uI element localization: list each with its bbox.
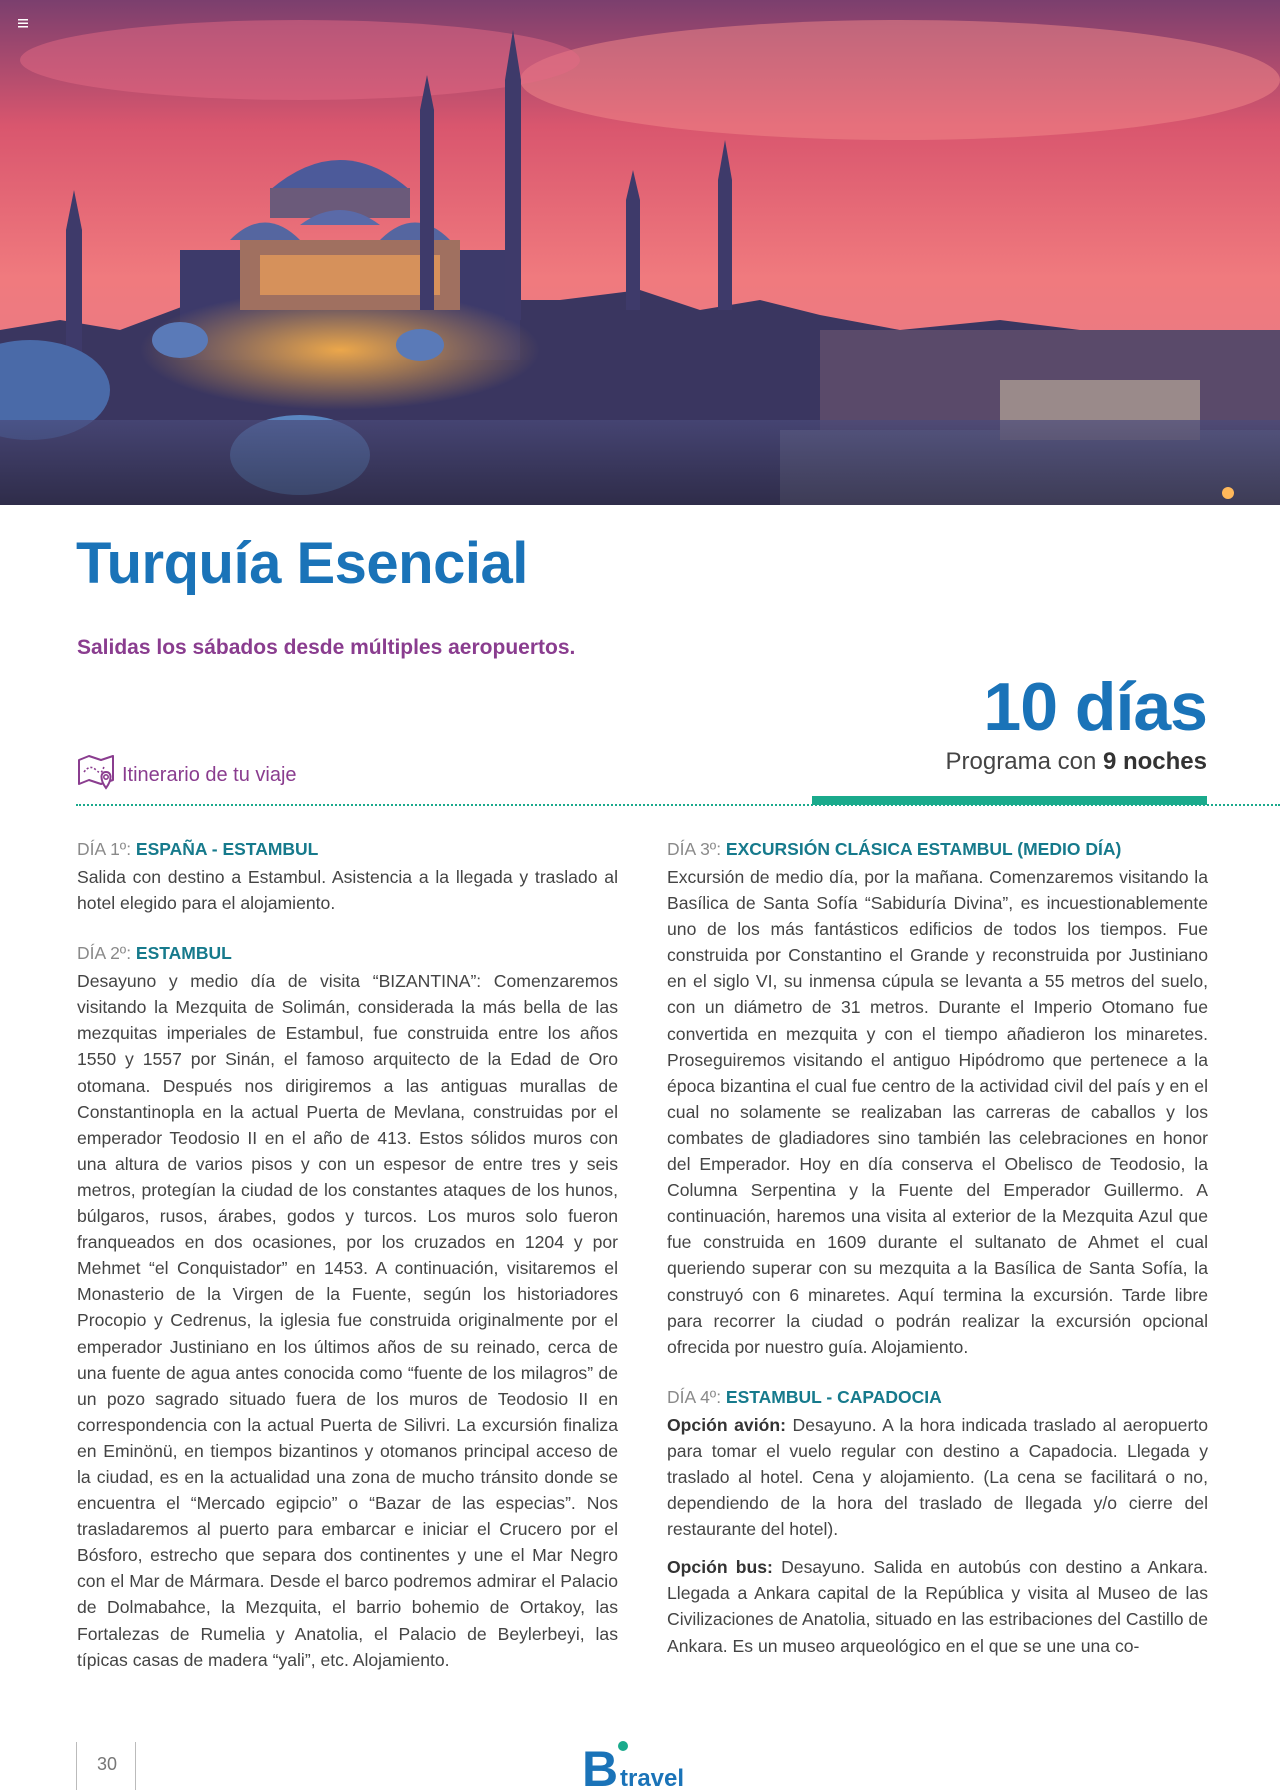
day-4-option-bus xyxy=(667,1554,1208,1658)
option-plane-label: Opción avión: xyxy=(667,1414,786,1435)
hero-image xyxy=(0,0,1280,505)
trip-duration-days: 10 días xyxy=(983,669,1207,745)
footer-divider-right xyxy=(135,1742,136,1790)
day-1 xyxy=(77,836,618,916)
svg-text:B: B xyxy=(582,1741,619,1790)
day-3-heading xyxy=(667,836,1208,862)
day-4-title: ESTAMBUL - CAPADOCIA xyxy=(725,1386,942,1407)
logo-text: travel xyxy=(620,1765,685,1790)
departures-subtitle: Salidas los sábados desde múltiples aeropuertos. xyxy=(77,636,576,659)
day-1-text: Salida con destino a Estambul. Asistencia a la llegada y traslado al hotel elegido para el alojamiento. xyxy=(77,867,618,914)
day-4 xyxy=(667,1384,1208,1659)
menu-icon[interactable] xyxy=(18,18,30,28)
day-2 xyxy=(77,940,618,1673)
program-nights xyxy=(946,748,1207,776)
day-4-option-plane xyxy=(667,1412,1208,1542)
map-pin-icon xyxy=(76,750,118,792)
itinerary-label: Itinerario de tu viaje xyxy=(122,763,297,786)
left-column xyxy=(77,836,618,1697)
day-2-title: ESTAMBUL xyxy=(135,943,232,964)
footer-divider-left xyxy=(76,1742,77,1790)
day-2-label: DÍA 2º: xyxy=(77,943,136,964)
day-3-title: EXCURSIÓN CLÁSICA ESTAMBUL (MEDIO DÍA) xyxy=(725,839,1122,859)
day-1-label: DÍA 1º: xyxy=(77,839,136,859)
day-1-title: ESPAÑA - ESTAMBUL xyxy=(135,839,319,859)
b-travel-logo[interactable] xyxy=(582,1738,702,1790)
day-2-heading xyxy=(77,940,618,966)
day-3-text: Excursión de medio día, por la mañana. Comenzaremos visitando la Basílica de Santa Sofía “Sabiduría Divina”, es incuestionablemente uno de los más fantásticos edificios de todos los tiempos. Fue construida por Constantino el Grande y reconstruida por Justiniano en el siglo VI, su inmensa cúpula se levanta a 55 metros del suelo, con un diámetro de 31 metros. Durante el Imperio Otomano fue convertida en mezquita y con el tiempo añadieron los minaretes. Proseguiremos visitando el antiguo Hipódromo que pertenece a la época bizantina el cual fue centro de la actividad civil del país y en el cual no solamente se realizaban las carreras de caballos y los combates de gladiadores sino también las celebraciones en honor del Emperador. Hoy en día conserva el Obelisco de Teodosio, la Columna Serpentina y la Fuente del Emperador Guillermo. A continuación, haremos una visita al exterior de la Mezquita Azul que fue construida en 1609 durante el sultanato de Ahmet el cual queriendo superar con su mezquita a la Basílica de Santa Sofía, la construyó con 6 minaretes. Aquí termina la excursión. Tarde libre para recorrer la ciudad o podrán realizar la excursión opcional ofrecida por nuestro guía. Alojamiento. xyxy=(667,867,1208,1357)
option-bus-text: Desayuno. Salida en autobús con destino a Ankara. Llegada a Ankara capital de la República y visita al Museo de las Civilizaciones de Anatolia, situado en las estribaciones del Castillo de Ankara. Es un museo arqueológico en el que se une una co- xyxy=(667,1557,1208,1656)
day-3 xyxy=(667,836,1208,1360)
nights-count: 9 noches xyxy=(1102,748,1207,775)
day-4-heading xyxy=(667,1384,1208,1410)
day-4-label: DÍA 4º: xyxy=(667,1386,726,1407)
day-1-heading xyxy=(77,836,618,862)
accent-bar xyxy=(812,796,1207,805)
day-3-label: DÍA 3º: xyxy=(667,839,726,859)
right-column xyxy=(667,836,1208,1683)
program-prefix: Programa con xyxy=(945,748,1103,775)
page-number: 30 xyxy=(97,1754,118,1774)
option-bus-label: Opción bus: xyxy=(667,1557,773,1578)
itinerary-heading xyxy=(76,750,297,792)
day-2-text: Desayuno y medio día de visita “BIZANTINA”: Comenzaremos visitando la Mezquita de Solimán, considerada la más bella de las mezquitas imperiales de Estambul, fue construida entre los años 1550 y 1557 por Sinán, el famoso arquitecto de la Edad de Oro otomana. Después nos dirigiremos a las antiguas murallas de Constantinopla en la actual Puerta de Mevlana, construidas por el emperador Teodosio II en el año de 413. Estos sólidos muros con una altura de varios pisos y con un espesor de entre tres y seis metros, protegían la ciudad de los constantes ataques de los hunos, búlgaros, rusos, árabes, godos y turcos. Los muros solo fueron franqueados en dos ocasiones, por los cruzados en 1204 y por Mehmet “el Conquistador” en 1453. A continuación, visitaremos el Monasterio de la Virgen de la Fuente, según los historiadores Procopio y Cedrenus, la iglesia fue construida originalmente por el emperador Justiniano en los últimos años de su reinado, cerca de una fuente de agua antes conocida como “fuente de los milagros” de un pozo sagrado situado fuera de los muros de Teodosio II en correspondencia con la actual Puerta de Silivri. La excursión finaliza en Eminönü, en tiempos bizantinos y otomanos principal acceso de la ciudad, es en la actualidad una zona de mucho tránsito donde se encuentra el “Mercado egipcio” o “Bazar de las especias”. Nos trasladaremos al puerto para embarcar e iniciar el Crucero por el Bósforo, estrecho que separa dos continentes y une el Mar Negro con el Mar de Mármara. Desde el barco podremos admirar el Palacio de Dolmabahce, la Mezquita, el barrio bohemio de Ortakoy, las Fortalezas de Rumelia y Anatolia, el Palacio de Beylerbeyi, las típicas casas de madera “yali”, etc. Alojamiento. xyxy=(77,971,618,1670)
page-title: Turquía Esencial xyxy=(76,531,528,596)
option-plane-text: Desayuno. A la hora indicada traslado al aeropuerto para tomar el vuelo regular con destino a Capadocia. Llegada y traslado al hotel. Cena y alojamiento. (La cena se facilitará o no, dependiendo de la hora del traslado de llegada y/o cierre del restaurante del hotel). xyxy=(667,1414,1208,1540)
